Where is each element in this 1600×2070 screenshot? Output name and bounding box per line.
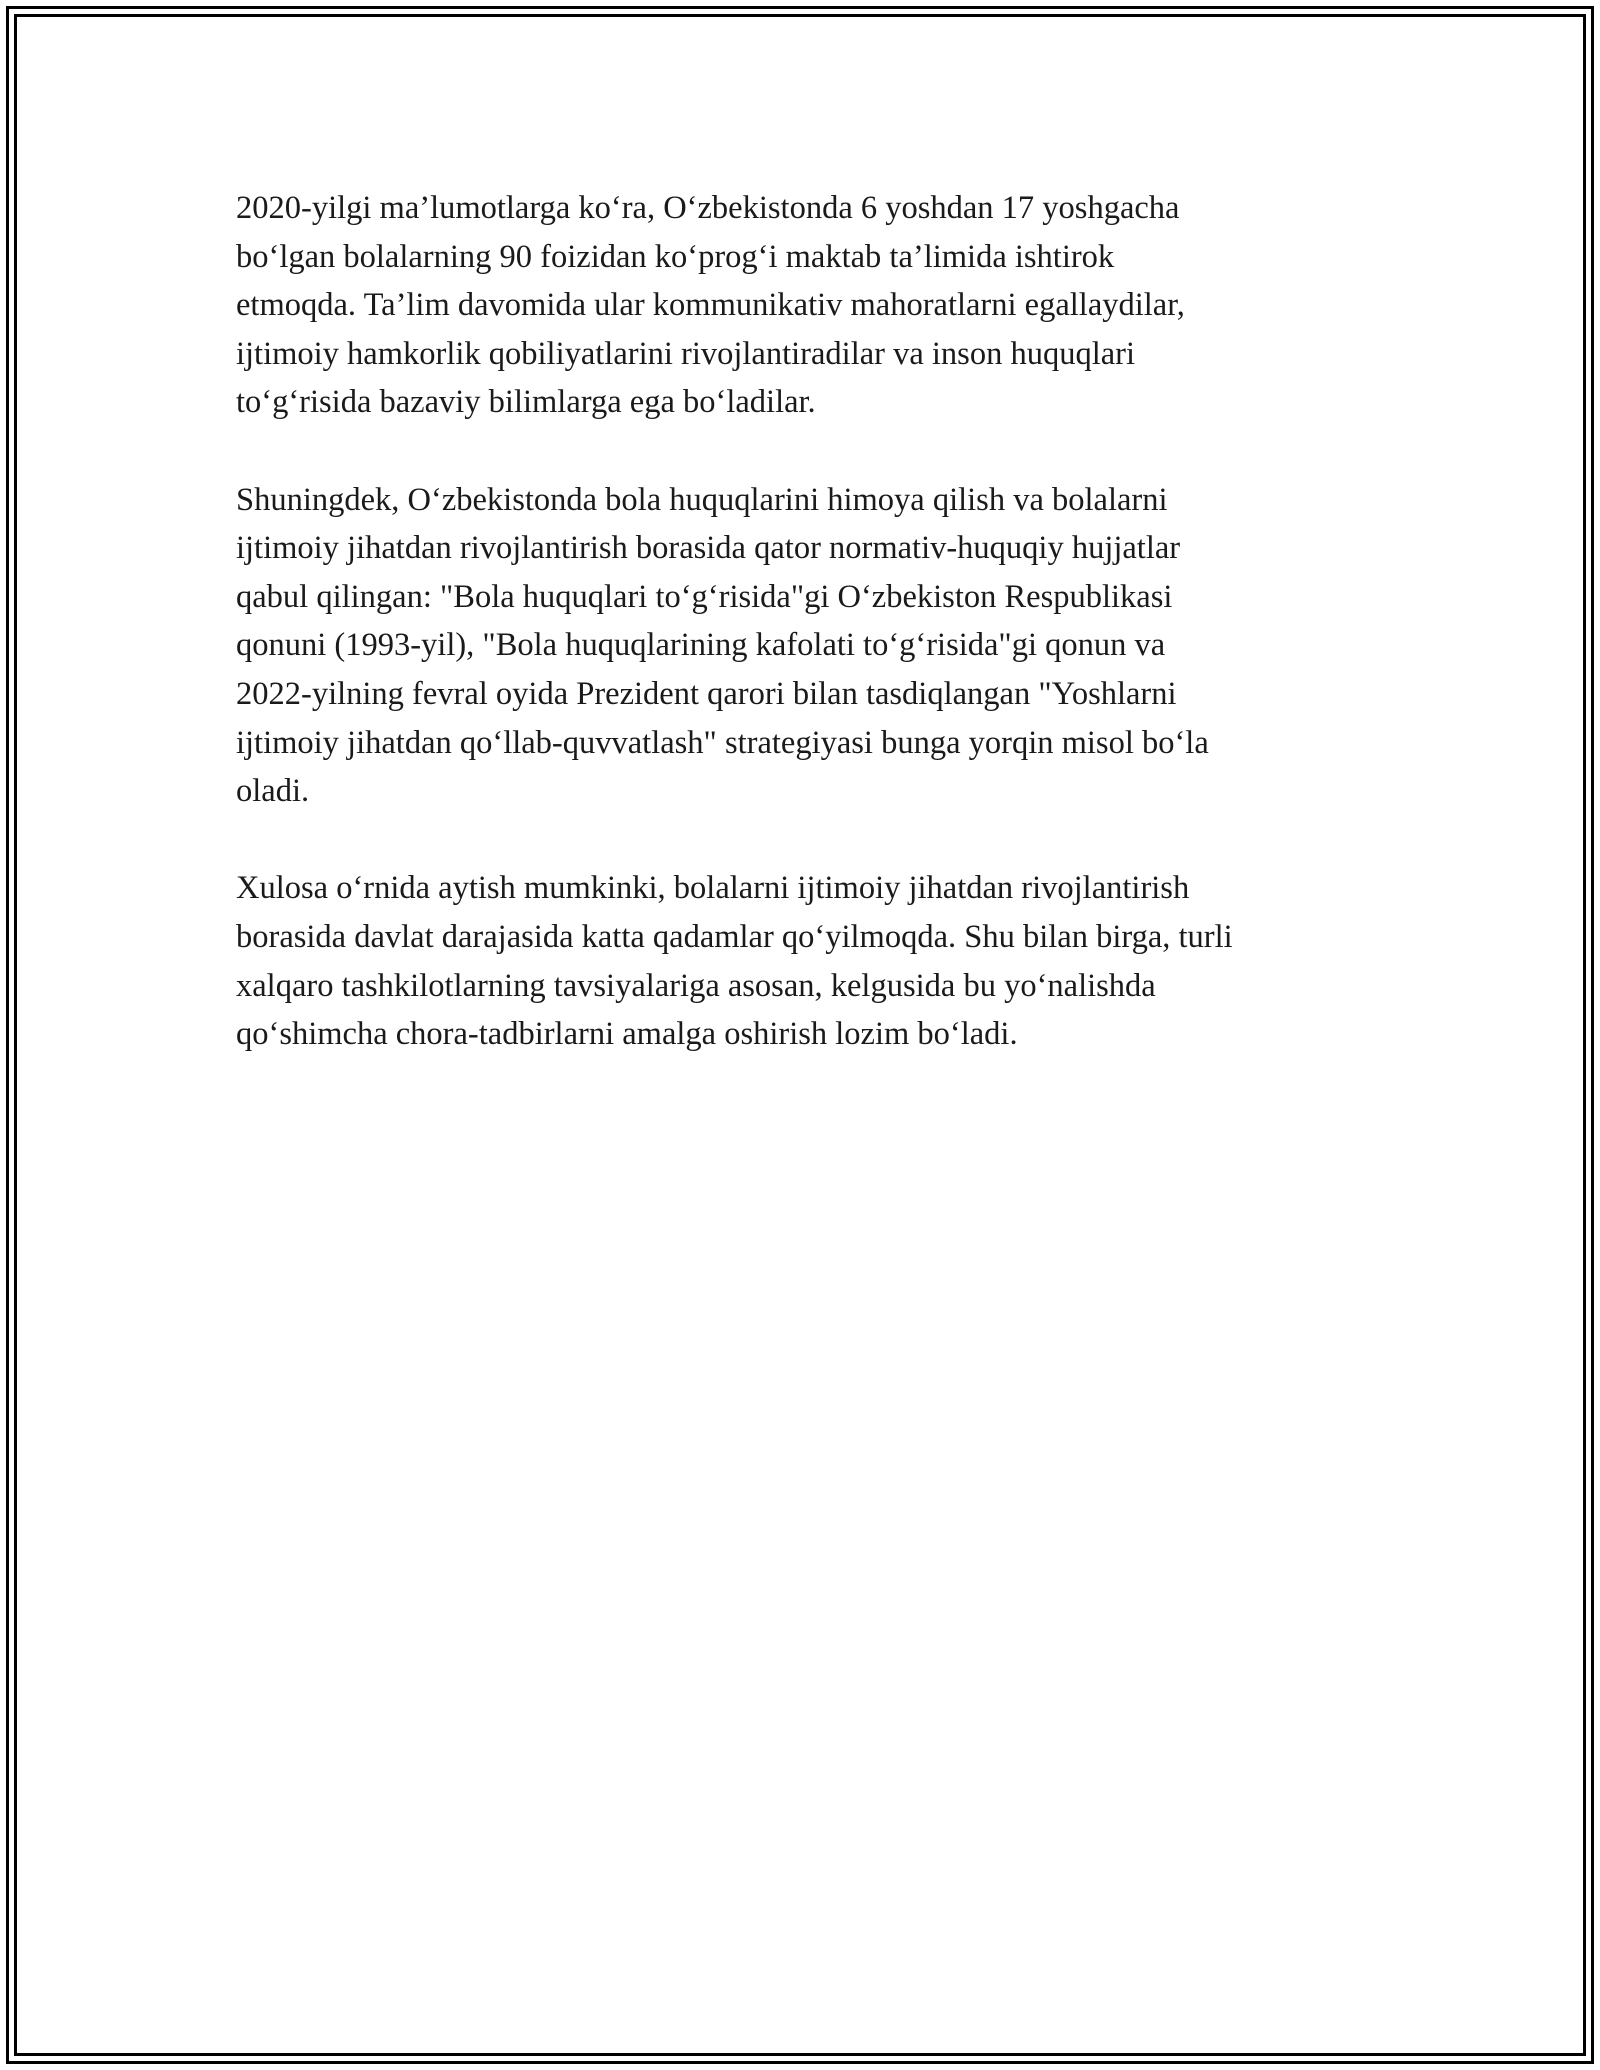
text-line: oladi.	[236, 773, 310, 810]
text-line: borasida davlat darajasida katta qadamlar qo‘yilmoqda. Shu bilan birga, turli	[236, 918, 1233, 955]
text-line: Xulosa o‘rnida aytish mumkinki, bolalarni ijtimoiy jihatdan rivojlantirish	[236, 870, 1190, 907]
paragraph-conclusion	[236, 864, 1386, 1058]
text-line: ijtimoiy jihatdan qo‘llab-quvvatlash" strategiyasi bunga yorqin misol bo‘la	[236, 724, 1209, 761]
text-line: etmoqda. Ta’lim davomida ular kommunikativ mahoratlarni egallaydilar,	[236, 287, 1185, 324]
text-line: 2020-yilgi ma’lumotlarga ko‘ra, O‘zbekistonda 6 yoshdan 17 yoshgacha	[236, 190, 1180, 226]
text-line: Shuningdek, O‘zbekistonda bola huquqlarini himoya qilish va bolalarni	[236, 481, 1168, 518]
text-line: qabul qilingan: "Bola huquqlari to‘g‘risida"gi O‘zbekiston Respublikasi	[236, 578, 1173, 615]
text-line: 2022-yilning fevral oyida Prezident qarori bilan tasdiqlangan "Yoshlarni	[236, 675, 1177, 712]
text-line: xalqaro tashkilotlarning tavsiyalariga asosan, kelgusida bu yo‘nalishda	[236, 967, 1156, 1004]
document-body	[236, 184, 1386, 1107]
paragraph-legislation	[236, 476, 1386, 816]
text-line: ijtimoiy jihatdan rivojlantirish borasida qator normativ-huquqiy hujjatlar	[236, 530, 1181, 567]
text-line: to‘g‘risida bazaviy bilimlarga ega bo‘ladilar.	[236, 384, 816, 421]
paragraph-statistics	[236, 184, 1386, 427]
text-line: qo‘shimcha chora-tadbirlarni amalga oshirish lozim bo‘ladi.	[236, 1016, 1018, 1053]
text-line: bo‘lgan bolalarning 90 foizidan ko‘prog‘i maktab ta’limida ishtirok	[236, 238, 1115, 275]
text-line: qonuni (1993-yil), "Bola huquqlarining kafolati to‘g‘risida"gi qonun va	[236, 627, 1166, 664]
text-line: ijtimoiy hamkorlik qobiliyatlarini rivojlantiradilar va inson huquqlari	[236, 335, 1136, 372]
